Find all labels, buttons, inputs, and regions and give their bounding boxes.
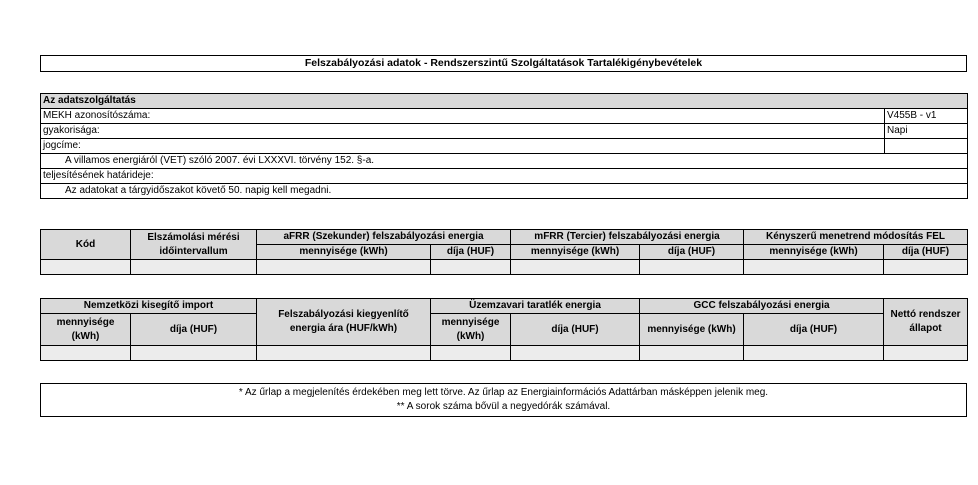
info-label-legal-basis: jogcíme: — [41, 139, 885, 154]
table-row — [41, 260, 968, 275]
cell-afrr-qty[interactable] — [257, 260, 431, 275]
cell-net-system-state[interactable] — [884, 346, 968, 361]
info-label-frequency: gyakorisága: — [41, 124, 885, 139]
col-header-net-line1: Nettó rendszer — [890, 309, 961, 320]
col-header-gcc-fee: díja (HUF) — [744, 314, 884, 346]
info-row — [41, 139, 968, 154]
col-header-import-qty — [41, 314, 131, 346]
info-header: Az adatszolgáltatás — [41, 94, 968, 109]
info-label-mekh-id: MEKH azonosítószáma: — [41, 109, 885, 124]
col-header-balancing-price-line2: energia ára (HUF/kWh) — [289, 323, 398, 334]
cell-reserve-qty[interactable] — [431, 346, 511, 361]
col-header-reserve-qty-line2: (kWh) — [456, 330, 485, 342]
info-value-mekh-id: V455B - v1 — [885, 109, 968, 124]
cell-mfrr-fee[interactable] — [640, 260, 744, 275]
col-header-net-line2: állapot — [909, 323, 942, 334]
col-header-forced-fee: díja (HUF) — [884, 245, 968, 260]
cell-afrr-fee[interactable] — [431, 260, 511, 275]
col-header-balancing-price-line1: Felszabályozási kiegyenlítő — [278, 309, 409, 320]
cell-import-fee[interactable] — [131, 346, 257, 361]
activation-table-1 — [40, 229, 968, 275]
info-deadline-text: Az adatokat a tárgyidőszakot követő 50. napig kell megadni. — [41, 184, 968, 199]
cell-import-qty[interactable] — [41, 346, 131, 361]
col-header-forced-qty: mennyisége (kWh) — [744, 245, 884, 260]
col-header-balancing-price — [257, 299, 431, 346]
info-row — [41, 169, 968, 184]
col-header-net-system-state — [884, 299, 968, 346]
activation-table-2 — [40, 298, 968, 361]
col-header-import-fee: díja (HUF) — [131, 314, 257, 346]
group-header-afrr: aFRR (Szekunder) felszabályozási energia — [257, 230, 511, 245]
group-header-mfrr: mFRR (Tercier) felszabályozási energia — [511, 230, 744, 245]
cell-gcc-fee[interactable] — [744, 346, 884, 361]
col-header-mfrr-qty: mennyisége (kWh) — [511, 245, 640, 260]
info-label-deadline: teljesítésének határideje: — [41, 169, 968, 184]
cell-interval[interactable] — [131, 260, 257, 275]
col-header-import-qty-line2: (kWh) — [71, 330, 100, 342]
cell-code[interactable] — [41, 260, 131, 275]
cell-balancing-price[interactable] — [257, 346, 431, 361]
col-header-afrr-fee: díja (HUF) — [431, 245, 511, 260]
info-row — [41, 154, 968, 169]
cell-gcc-qty[interactable] — [640, 346, 744, 361]
info-value-frequency: Napi — [885, 124, 968, 139]
data-provision-info-table — [40, 93, 968, 199]
col-header-interval: Elszámolási mérési időintervallum — [131, 230, 257, 260]
footnote-1: * Az űrlap a megjelenítés érdekében meg lett törve. Az űrlap az Energiainformációs Adattárban másképpen jelenik meg. — [238, 387, 769, 398]
col-header-afrr-qty: mennyisége (kWh) — [257, 245, 431, 260]
info-value-legal-basis — [885, 139, 968, 154]
col-header-reserve-qty-line1: mennyisége — [441, 316, 500, 328]
cell-mfrr-qty[interactable] — [511, 260, 640, 275]
col-header-reserve-qty — [431, 314, 511, 346]
cell-forced-fee[interactable] — [884, 260, 968, 275]
footnote-2: ** A sorok száma bővül a negyedórák számával. — [396, 401, 611, 412]
col-header-code: Kód — [41, 230, 131, 260]
group-header-gcc: GCC felszabályozási energia — [640, 299, 884, 314]
table-row — [41, 346, 968, 361]
footnotes — [40, 383, 967, 417]
col-header-gcc-qty: mennyisége (kWh) — [640, 314, 744, 346]
col-header-reserve-fee: díja (HUF) — [511, 314, 640, 346]
info-row — [41, 124, 968, 139]
cell-forced-qty[interactable] — [744, 260, 884, 275]
info-legal-basis-text: A villamos energiáról (VET) szóló 2007. évi LXXXVI. törvény 152. §-a. — [41, 154, 968, 169]
cell-reserve-fee[interactable] — [511, 346, 640, 361]
info-row — [41, 184, 968, 199]
info-header-row — [41, 94, 968, 109]
col-header-import-qty-line1: mennyisége — [56, 316, 115, 328]
page-title: Felszabályozási adatok - Rendszerszintű Szolgáltatások Tartalékigénybevételek — [40, 55, 967, 72]
col-header-mfrr-fee: díja (HUF) — [640, 245, 744, 260]
info-row — [41, 109, 968, 124]
group-header-outage-reserve: Üzemzavari taratlék energia — [431, 299, 640, 314]
group-header-import: Nemzetközi kisegítő import — [41, 299, 257, 314]
group-header-forced-schedule: Kényszerű menetrend módosítás FEL — [744, 230, 968, 245]
